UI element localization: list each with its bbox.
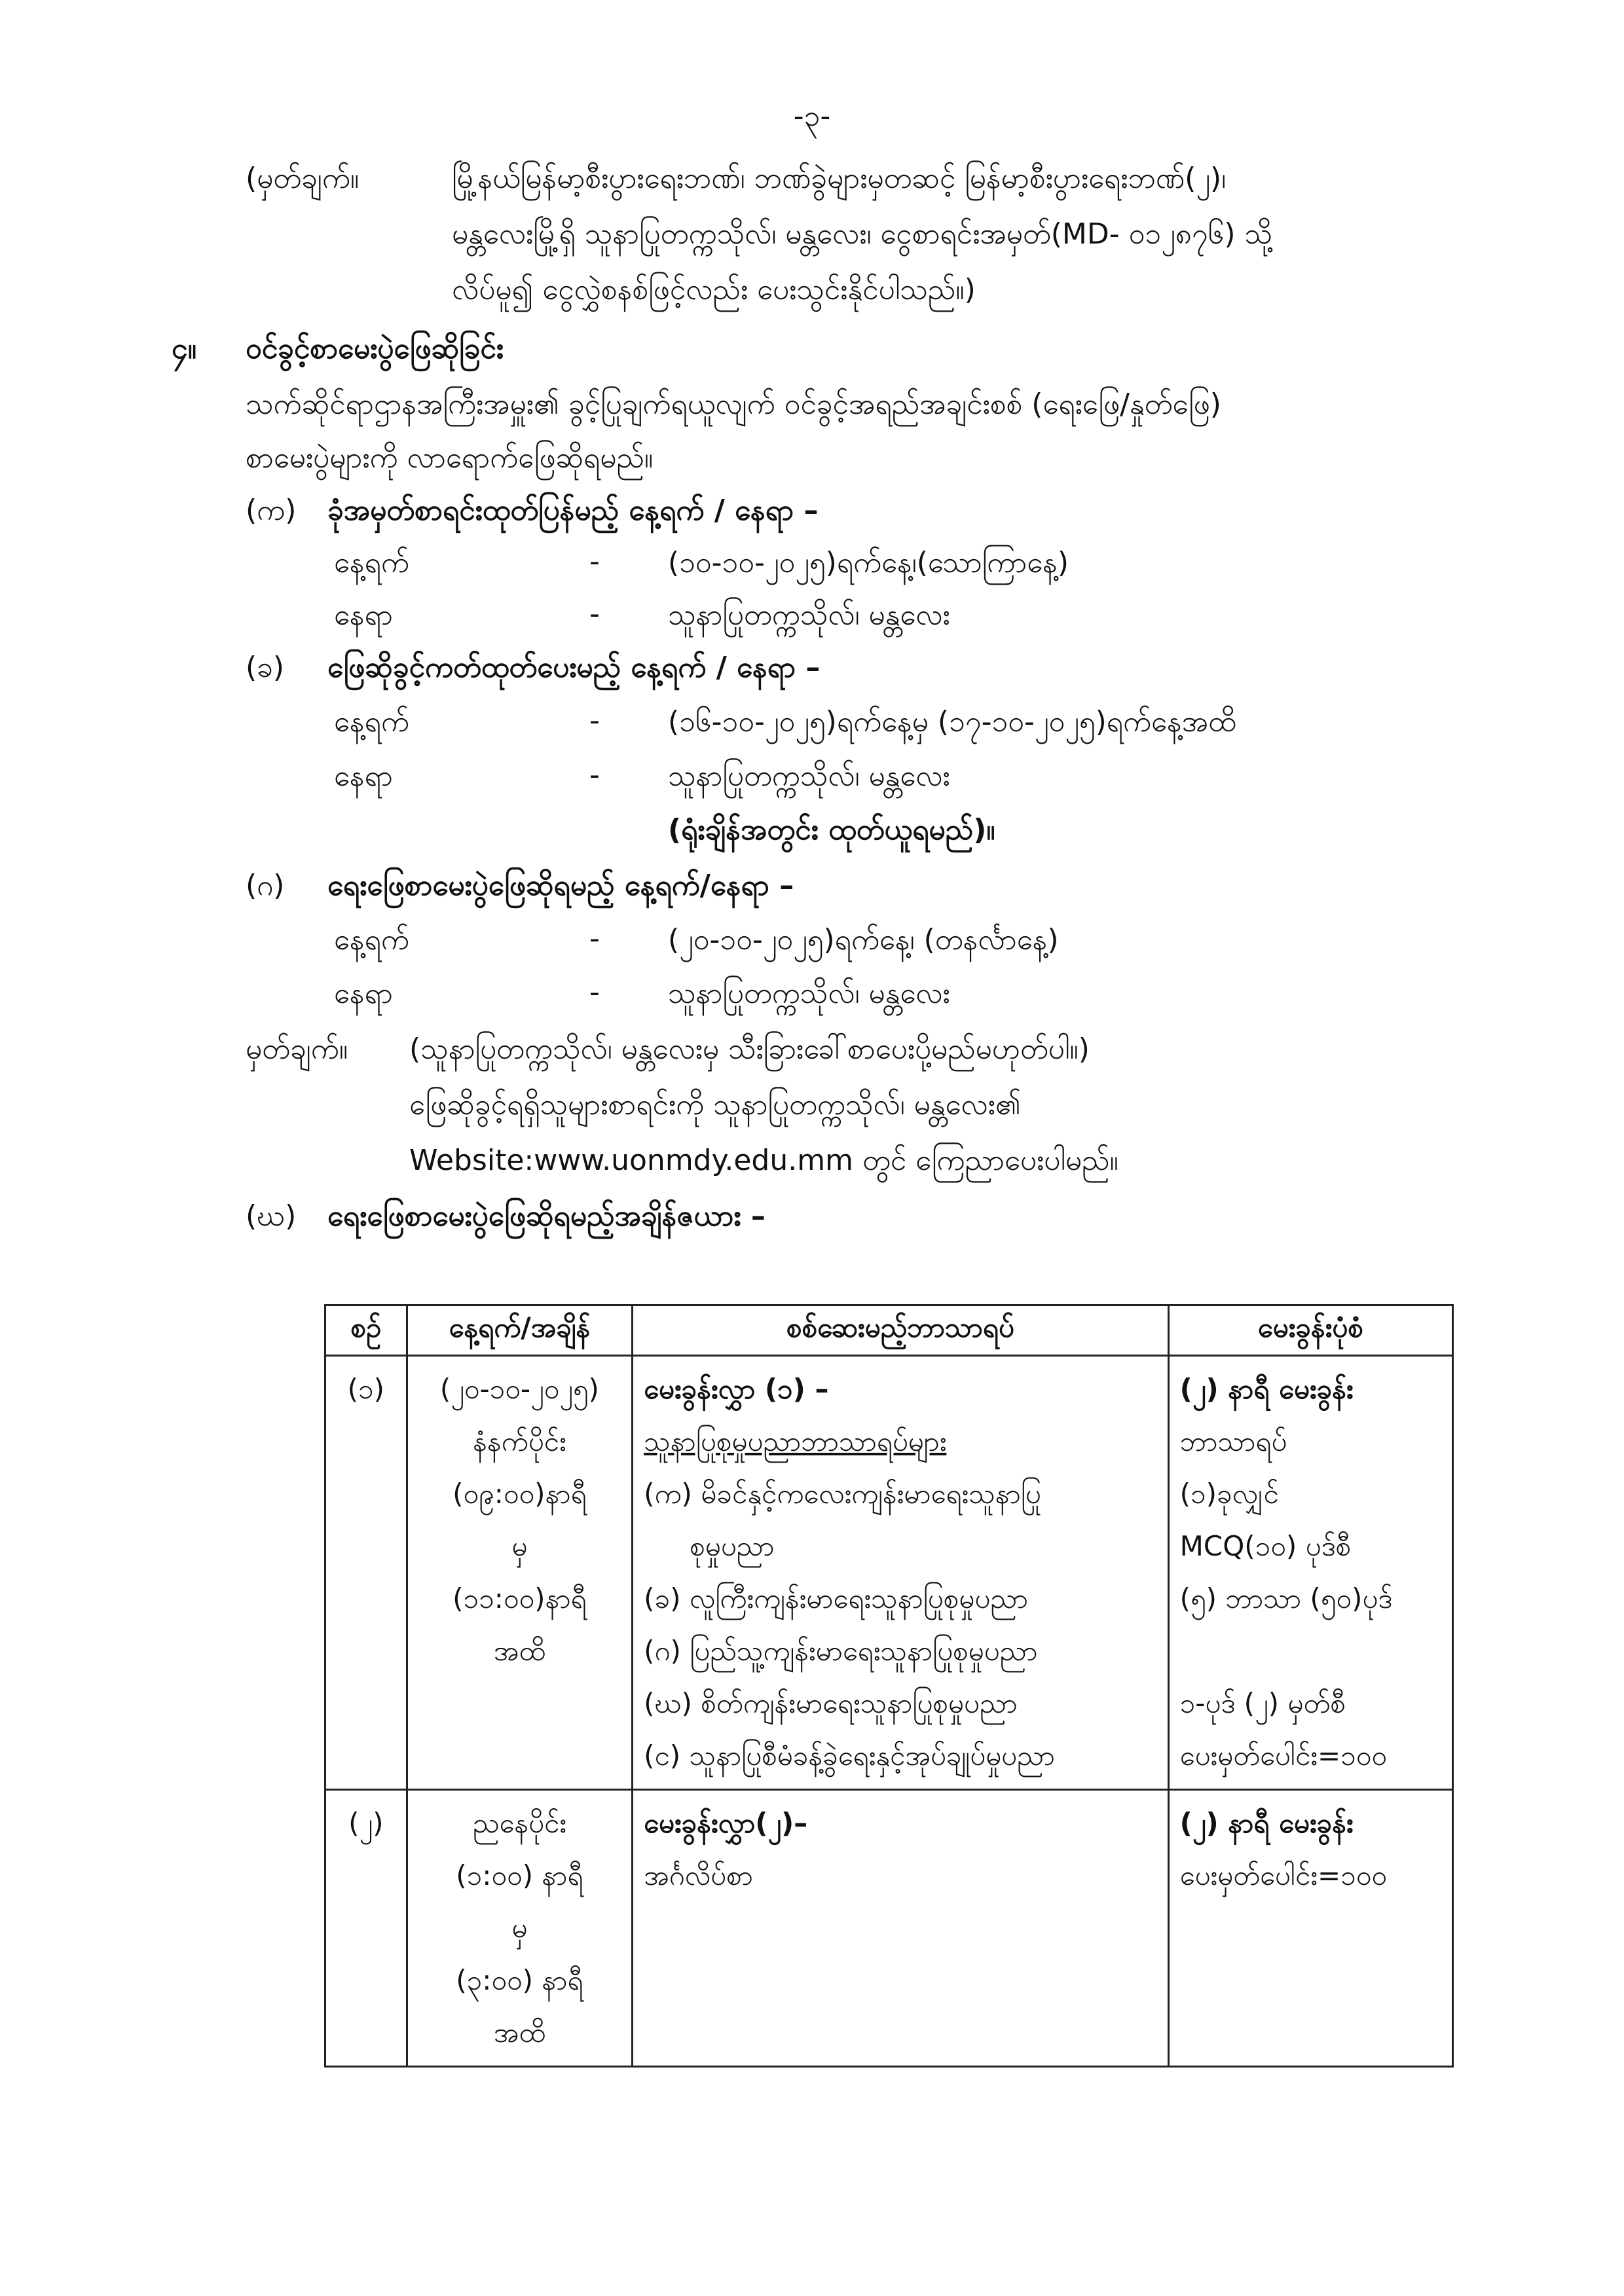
note1-line-2: မန္တလေးမြို့ရှိ သူနာပြုတက္ကသိုလ်၊ မန္တလေး၊ ငွေစာရင်းအမှတ်(MD- ၀၁၂၈၇၆) သို့ (452, 217, 1273, 251)
table-row (325, 1356, 1453, 1790)
exam-timetable (324, 1304, 1454, 2068)
item-ga-date-dash: - (589, 922, 600, 955)
item-ka-place-dash: - (589, 597, 600, 630)
row2-no: (၂) (325, 1790, 407, 2067)
item-ga-marker: (ဂ) (246, 869, 285, 902)
section-heading: ဝင်ခွင့်စာမေးပွဲဖြေဆိုခြင်း (246, 332, 504, 365)
item-gha-marker: (ဃ) (246, 1199, 297, 1233)
note2-label: မှတ်ချက်။ (246, 1032, 348, 1066)
note2-website-line: Website:www.uonmdy.edu.mm တွင် ကြေညာပေးပါမည်။ (409, 1144, 1118, 1177)
item-ka-date-label: နေ့ရက် (334, 546, 409, 579)
row1-time: (၂၀-၁၀-၂၀၂၅) နံနက်ပိုင်း (၀၉:၀၀)နာရီ မှ (၁၁:၀၀)နာရီ အထိ (407, 1356, 632, 1790)
item-ka-date-value: (၁၀-၁၀-၂၀၂၅)ရက်နေ့၊(သောကြာနေ့) (668, 546, 1069, 579)
item-ga-place-value: သူနာပြုတက္ကသိုလ်၊ မန္တလေး (668, 977, 950, 1010)
item-kha-extra: (ရုံးချိန်အတွင်း ထုတ်ယူရမည်)။ (668, 813, 995, 847)
header-no: စဉ် (325, 1305, 407, 1356)
item-ka-title: ခုံအမှတ်စာရင်းထုတ်ပြန်မည့် နေ့ရက် / နေရာ – (327, 494, 819, 527)
note2-line-1: (သူနာပြုတက္ကသိုလ်၊ မန္တလေးမှ သီးခြားခေါ်စာပေးပို့မည်မဟုတ်ပါ။) (409, 1032, 1090, 1066)
item-ka-place-value: သူနာပြုတက္ကသိုလ်၊ မန္တလေး (668, 598, 950, 632)
section-intro-2: စာမေးပွဲများကို လာရောက်ဖြေဆိုရမည်။ (246, 441, 654, 475)
item-kha-title: ဖြေဆိုခွင့်ကတ်ထုတ်ပေးမည့် နေ့ရက် / နေရာ – (327, 651, 821, 684)
item-ka-marker: (က) (246, 494, 297, 527)
table-row (325, 1790, 1453, 2067)
note2-line-2: ဖြေဆိုခွင့်ရရှိသူများစာရင်းကို သူနာပြုတက္ကသိုလ်၊ မန္တလေး၏ (409, 1088, 1022, 1121)
item-gha-title: ရေးဖြေစာမေးပွဲဖြေဆိုရမည့်အချိန်ဇယား – (327, 1199, 766, 1233)
header-question-format: မေးခွန်းပုံစံ (1168, 1305, 1452, 1356)
item-kha-date-value: (၁၆-၁၀-၂၀၂၅)ရက်နေ့မှ (၁၇-၁၀-၂၀၂၅)ရက်နေ့အထိ (668, 705, 1236, 738)
row1-subjects: မေးခွန်းလွှာ (၁) – သူနာပြုစုမှုပညာဘာသာရပ်များ (က) မိခင်နှင့်ကလေးကျန်းမာရေးသူနာပြု စုမှုပညာ (ခ) လူကြီးကျန်းမာရေးသူနာပြုစုမှုပညာ (ဂ) ပြည်သူ့ကျန်းမာရေးသူနာပြုစုမှုပညာ (ဃ) စိတ်ကျန်းမာရေးသူနာပြုစုမှုပညာ (င) သူနာပြုစီမံခန့်ခွဲရေးနှင့်အုပ်ချုပ်မှုပညာ (633, 1356, 1169, 1790)
item-kha-place-value: သူနာပြုတက္ကသိုလ်၊ မန္တလေး (668, 759, 950, 793)
item-ka-date-dash: - (589, 545, 600, 578)
row1-format: (၂) နာရီ မေးခွန်း ဘာသာရပ် (၁)ခုလျှင် MCQ(၁၀) ပုဒ်စီ (၅) ဘာသာ (၅၀)ပုဒ် ၁-ပုဒ် (၂) မှတ်စီ ပေးမှတ်ပေါင်း=၁၀၀ (1168, 1356, 1452, 1790)
item-ga-title: ရေးဖြေစာမေးပွဲဖြေဆိုရမည့် နေ့ရက်/နေရာ – (327, 869, 794, 902)
section-number: ၄။ (172, 332, 197, 365)
item-ga-place-label: နေရာ (334, 977, 394, 1010)
header-subject: စစ်ဆေးမည့်ဘာသာရပ် (633, 1305, 1169, 1356)
item-ga-date-label: နေ့ရက် (334, 923, 409, 957)
section-intro-1: သက်ဆိုင်ရာဌာနအကြီးအမှူး၏ ခွင့်ပြုချက်ရယူလျက် ဝင်ခွင့်အရည်အချင်းစစ် (ရေးဖြေ/နှုတ်ဖြေ) (246, 388, 1221, 421)
item-kha-place-label: နေရာ (334, 759, 394, 793)
item-kha-date-dash: - (589, 704, 600, 737)
row2-time: ညနေပိုင်း (၁:၀၀) နာရီ မှ (၃:၀၀) နာရီ အထိ (407, 1790, 632, 2067)
note1-line-1: မြို့နယ်မြန်မာ့စီးပွားရေးဘဏ်၊ ဘဏ်ခွဲများမှတဆင့် မြန်မာ့စီးပွားရေးဘဏ်(၂)၊ (452, 162, 1227, 195)
item-ga-place-dash: - (589, 975, 600, 1009)
note1-line-3: လိပ်မူ၍ ငွေလွှဲစနစ်ဖြင့်လည်း ပေးသွင်းနိုင်ပါသည်။) (452, 273, 976, 306)
header-date-time: နေ့ရက်/အချိန် (407, 1305, 632, 1356)
row2-format: (၂) နာရီ မေးခွန်း ပေးမှတ်ပေါင်း=၁၀၀ (1168, 1790, 1452, 2067)
row2-subjects: မေးခွန်းလွှာ(၂)– အင်္ဂလိပ်စာ (633, 1790, 1169, 2067)
item-ka-place-label: နေရာ (334, 598, 394, 632)
item-kha-marker: (ခ) (246, 651, 285, 684)
timetable-header-row (325, 1305, 1453, 1356)
item-ga-date-value: (၂၀-၁၀-၂၀၂၅)ရက်နေ့၊ (တနင်္လာနေ့) (668, 923, 1059, 957)
row1-no: (၁) (325, 1356, 407, 1790)
item-kha-date-label: နေ့ရက် (334, 705, 409, 738)
item-kha-place-dash: - (589, 758, 600, 792)
page-number: -၃- (793, 100, 831, 133)
note1-label: (မှတ်ချက်။ (246, 162, 360, 195)
